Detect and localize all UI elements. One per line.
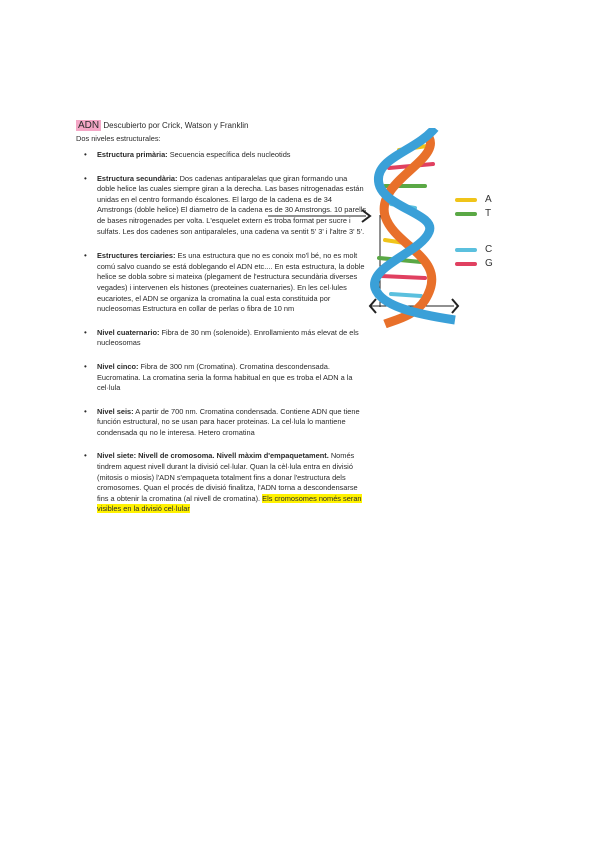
legend-label-g: G <box>485 258 493 269</box>
section-level-six <box>82 407 367 439</box>
legend-swatch-c <box>455 248 477 252</box>
section-heading: Nivel cinco: <box>97 361 139 371</box>
legend-swatch-a <box>455 198 477 202</box>
section-heading: Estructura primària: <box>97 150 168 159</box>
section-text: Secuencia específica dels nucleotids <box>169 150 291 159</box>
section-heading: Nivel seis: <box>97 406 134 416</box>
section-text: Es una estructura que no es conoix mo'l bé, no es molt comú salvo cuando se está doblegando el ADN etc.... En esta estructura, la doble helice se dobla sobre si mateixa (plegament de l'estructura secundària diverses vegades) i intervenen els histones (preoteines cuaternaries). En les cel·lules eucariotes, el ADN se organiza la cromatina la cual esta constituida por nucleosomas Estructura en collar de perlas o fibra de 10 nm <box>97 251 365 314</box>
highlighted-note: Els cromosomes només seran visibles en la divisió cel·lular <box>97 493 362 514</box>
title-line <box>76 120 248 131</box>
section-quaternary <box>82 328 367 349</box>
page-title: ADN <box>78 120 100 131</box>
section-text: A partir de 700 nm. Cromatina condensada. Contiene ADN que tiene función estructural, no se usan para hacer proteinas. La cel·lula lo mantiene condensada qu no le interesa. Hetero cromatina <box>97 406 360 437</box>
section-heading: Estructura secundària: <box>97 173 178 183</box>
section-text: Només tindrem aquest nivell durant la divisió cel·lular. Quan la cèl·lula entra en divisió (mitosis o miosis) l'ADN s'empaqueta totalment fins a donar l'estructura dels cromosomes. Quan el procés de divisió finalitza, l'ADN torna a descondensarse fins a obtenir la cromatina (al nivell de cromatina). <box>97 451 358 503</box>
section-heading: Nivel siete: Nivell de cromosoma. Nivell màxim d'empaquetament. <box>97 451 329 461</box>
section-heading: Estructures terciaries: <box>97 251 176 261</box>
section-level-five <box>82 362 367 394</box>
section-primary <box>82 150 367 161</box>
section-text: Fibra de 300 nm (Cromatina). Cromatina descondensada. Eucromatina. La cromatina seria la forma habitual en que es troba el ADN a la cel·lula <box>97 361 353 393</box>
section-level-seven <box>82 451 367 515</box>
legend-swatch-t <box>455 212 477 216</box>
legend-label-t: T <box>485 208 492 219</box>
section-text: Fibra de 30 nm (solenoide). Enrollamiento más elevat de els nucleosomas <box>97 327 359 348</box>
subtitle: Dos niveles estructurales: <box>76 134 161 143</box>
legend-swatch-g <box>455 262 477 266</box>
base-legend <box>455 196 515 272</box>
discovery-note: Descubierto por Crick, Watson y Franklin <box>103 121 249 130</box>
section-text: Dos cadenas antiparalelas que giran formando una doble helice las cuales siempre giran a la derecha. Las bases nitrogenadas están unidas en el centro formando éscalones. El largo de la cadena es de 34 Amstrongs (doble helice) El diametro de la cadena es de 30 Amstrongs. 10 parells de bases nitrogenades per volta. L'esquelet extern es troba format per sucre i sulfats. Les dos cadenes son antiparaleles, una cadena va sentit 5' 3' i l'altre 3' 5'. <box>97 173 367 236</box>
section-tertiary <box>82 251 367 315</box>
legend-label-c: C <box>485 244 493 255</box>
structure-levels-list <box>82 150 367 515</box>
section-heading: Nivel cuaternario: <box>97 327 160 337</box>
legend-label-a: A <box>485 194 492 205</box>
